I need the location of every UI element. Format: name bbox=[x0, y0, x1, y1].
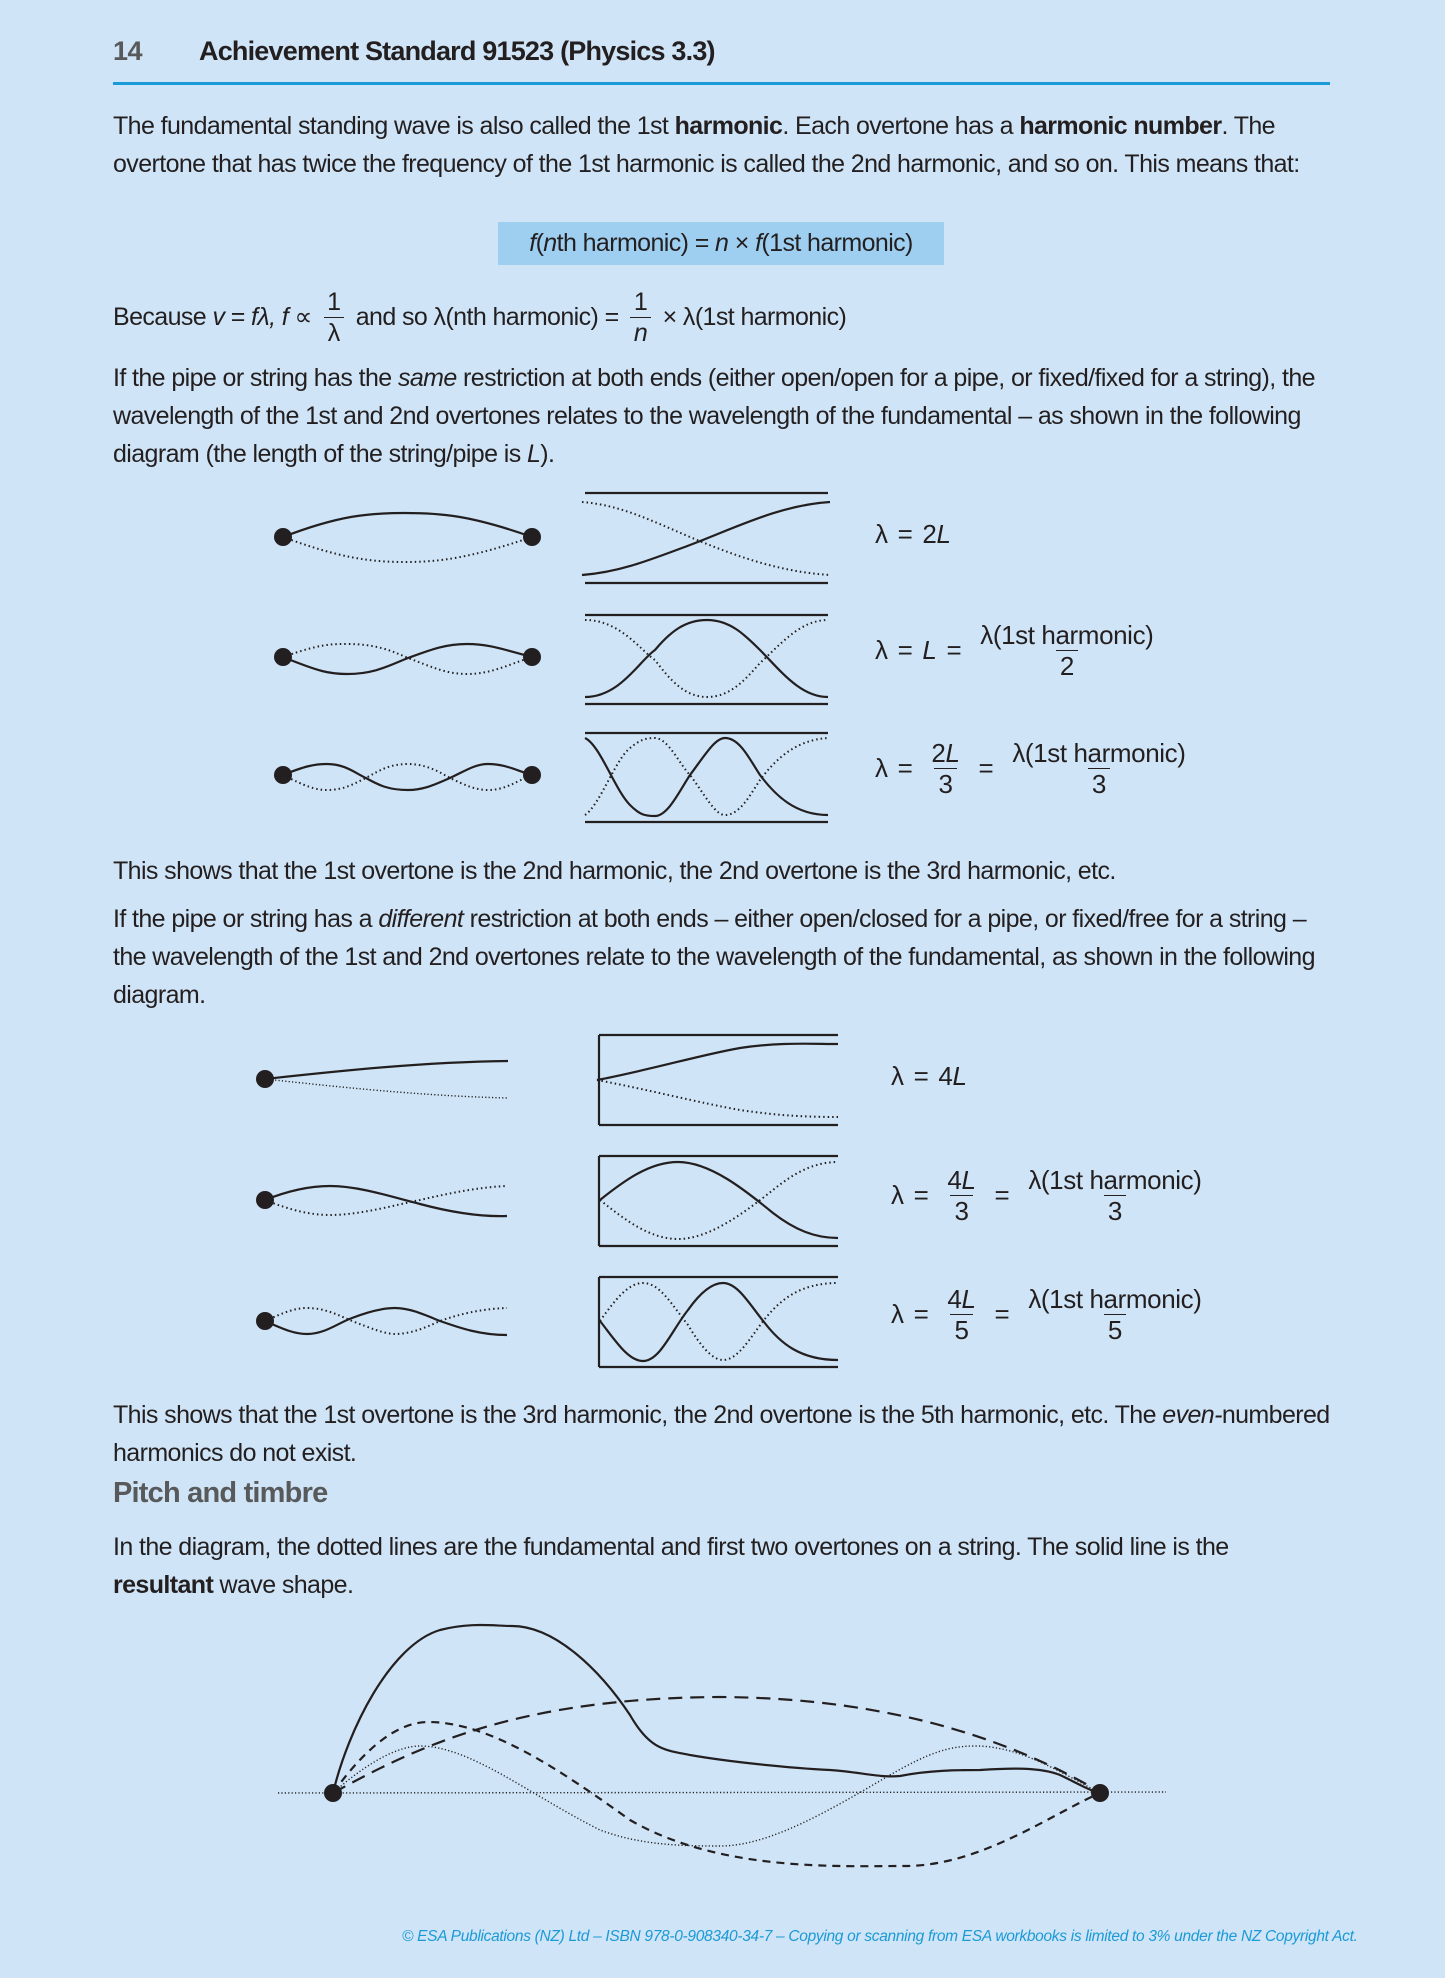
eq-text: = bbox=[224, 302, 252, 331]
equals-sign: = bbox=[897, 753, 913, 783]
formula-part: ( bbox=[535, 229, 544, 257]
equals-sign: = bbox=[913, 1061, 929, 1091]
frac-numerator: 1 bbox=[327, 287, 341, 316]
eq-v: v bbox=[212, 302, 225, 331]
lambda-symbol: λ bbox=[891, 1061, 904, 1091]
para-text: ). bbox=[540, 440, 555, 468]
para-text: wave shape. bbox=[213, 1571, 354, 1599]
eq-proportional: ∝ bbox=[288, 303, 319, 331]
para-text: numbered harmonics do not exist. bbox=[113, 1401, 1330, 1467]
var-L: L bbox=[961, 1284, 976, 1314]
var-L: L bbox=[936, 519, 951, 549]
para-text: This shows that the 1st overtone is the 3rd harmonic, the 2nd overtone is the 5th harmonic, etc. The bbox=[113, 1401, 1163, 1429]
fixed-end-node bbox=[1091, 1784, 1109, 1802]
frac-num-value: 2 bbox=[931, 738, 946, 768]
fixed-end-node bbox=[324, 1784, 342, 1802]
frac-numerator: λ(1st harmonic) bbox=[1012, 738, 1186, 768]
para-text: restriction at both ends – either open/closed for a pipe, or fixed/free for a string – the wavelength of the 1st and 2nd overtones relate to the wavelength of the fundamental, as shown in the following diagram. bbox=[113, 905, 1315, 1009]
frac-denominator: 2 bbox=[1056, 650, 1078, 681]
frac-denominator: 3 bbox=[1104, 1195, 1126, 1226]
frac-denominator: λ bbox=[324, 317, 344, 348]
lambda-symbol: λ bbox=[891, 1180, 904, 1210]
formula-part: th harmonic) = bbox=[556, 229, 716, 257]
para-text: restriction at both ends (either open/open for a pipe, or fixed/fixed for a string), the wavelength of the 1st and 2nd overtones relates to the wavelength of the fundamental – as shown in the following diagram (the length of the string/pipe is bbox=[113, 364, 1315, 468]
term-resultant: resultant bbox=[113, 1571, 214, 1599]
intro-text: . Each overtone has a bbox=[782, 112, 1020, 140]
conclusion-same-paragraph: This shows that the 1st overtone is the 2nd harmonic, the 2nd overtone is the 3rd harmonic, etc. bbox=[113, 857, 1116, 885]
frac-denominator: 5 bbox=[1104, 1314, 1126, 1345]
formula-part: (1st harmonic) bbox=[761, 229, 913, 257]
emphasis-same: same bbox=[397, 364, 457, 392]
page-number: 14 bbox=[113, 36, 143, 66]
frac-num-value: 4 bbox=[947, 1165, 962, 1195]
equals-sign: = bbox=[946, 635, 962, 665]
var-L: L bbox=[922, 635, 937, 665]
emphasis-even: even- bbox=[1162, 1401, 1222, 1429]
eq-f-lambda: fλ, f bbox=[251, 302, 289, 331]
var-L: L bbox=[952, 1061, 967, 1091]
frac-denominator: 3 bbox=[934, 768, 956, 799]
para-text: If the pipe or string has a bbox=[113, 905, 379, 933]
section-heading-pitch-timbre: Pitch and timbre bbox=[113, 1477, 328, 1509]
frac-denominator: 3 bbox=[950, 1195, 972, 1226]
formula-part: × bbox=[728, 229, 756, 257]
intro-text: . The overtone that has twice the frequency of the 1st harmonic is called the 2nd harmonic, and so on. This means that: bbox=[113, 112, 1300, 178]
equilibrium-axis bbox=[278, 1792, 1166, 1793]
lambda-symbol: λ bbox=[875, 635, 888, 665]
lambda-symbol: λ bbox=[875, 753, 888, 783]
equals-sign: = bbox=[994, 1180, 1010, 1210]
frac-numerator: λ(1st harmonic) bbox=[1028, 1284, 1202, 1314]
frac-numerator: 1 bbox=[633, 287, 648, 316]
equals-sign: = bbox=[897, 635, 913, 665]
2nd-overtone-wave-dotted bbox=[333, 1746, 1100, 1846]
frac-denominator: n bbox=[630, 317, 651, 348]
equals-sign: = bbox=[913, 1180, 929, 1210]
equals-sign: = bbox=[978, 753, 994, 783]
var-L: L bbox=[526, 440, 541, 468]
eq-text: × λ(1st harmonic) bbox=[656, 302, 847, 331]
copyright-footer: © ESA Publications (NZ) Ltd – ISBN 978-0-908340-34-7 – Copying or scanning from ESA workbooks is limited to 3% under the NZ Copyright Act. bbox=[402, 1928, 1358, 1945]
eq-text: Because bbox=[113, 302, 213, 331]
formula-n: n bbox=[543, 229, 557, 257]
para-text: In the diagram, the dotted lines are the fundamental and first two overtones on a string. The solid line is the bbox=[113, 1533, 1229, 1561]
frac-numerator: λ(1st harmonic) bbox=[1028, 1165, 1202, 1195]
eq-value: 2 bbox=[922, 519, 937, 549]
frac-denominator: 3 bbox=[1088, 768, 1110, 799]
para-text: If the pipe or string has the bbox=[113, 364, 398, 392]
intro-text: The fundamental standing wave is also called the 1st bbox=[113, 112, 675, 140]
var-L: L bbox=[945, 738, 960, 768]
equals-sign: = bbox=[897, 519, 913, 549]
equals-sign: = bbox=[994, 1299, 1010, 1329]
fundamental-wave-dashed bbox=[333, 1697, 1100, 1793]
formula-f: f bbox=[529, 229, 536, 257]
emphasis-different: different bbox=[378, 905, 464, 933]
lambda-symbol: λ bbox=[875, 519, 888, 549]
eq-text: and so λ(nth harmonic) = bbox=[349, 302, 625, 331]
term-harmonic-number: harmonic number bbox=[1019, 112, 1222, 140]
frac-num-value: 4 bbox=[947, 1284, 962, 1314]
formula-f: f bbox=[755, 229, 762, 257]
1st-overtone-final bbox=[333, 1722, 1100, 1866]
frac-denominator: 5 bbox=[950, 1314, 972, 1345]
formula-n: n bbox=[715, 229, 729, 257]
eq-value: 4 bbox=[938, 1061, 953, 1091]
resultant-wave-solid-final bbox=[333, 1625, 1100, 1793]
frac-numerator: λ(1st harmonic) bbox=[980, 620, 1154, 650]
page-title: Achievement Standard 91523 (Physics 3.3) bbox=[199, 36, 715, 66]
lambda-symbol: λ bbox=[891, 1299, 904, 1329]
var-L: L bbox=[961, 1165, 976, 1195]
equals-sign: = bbox=[913, 1299, 929, 1329]
term-harmonic: harmonic bbox=[674, 112, 783, 140]
